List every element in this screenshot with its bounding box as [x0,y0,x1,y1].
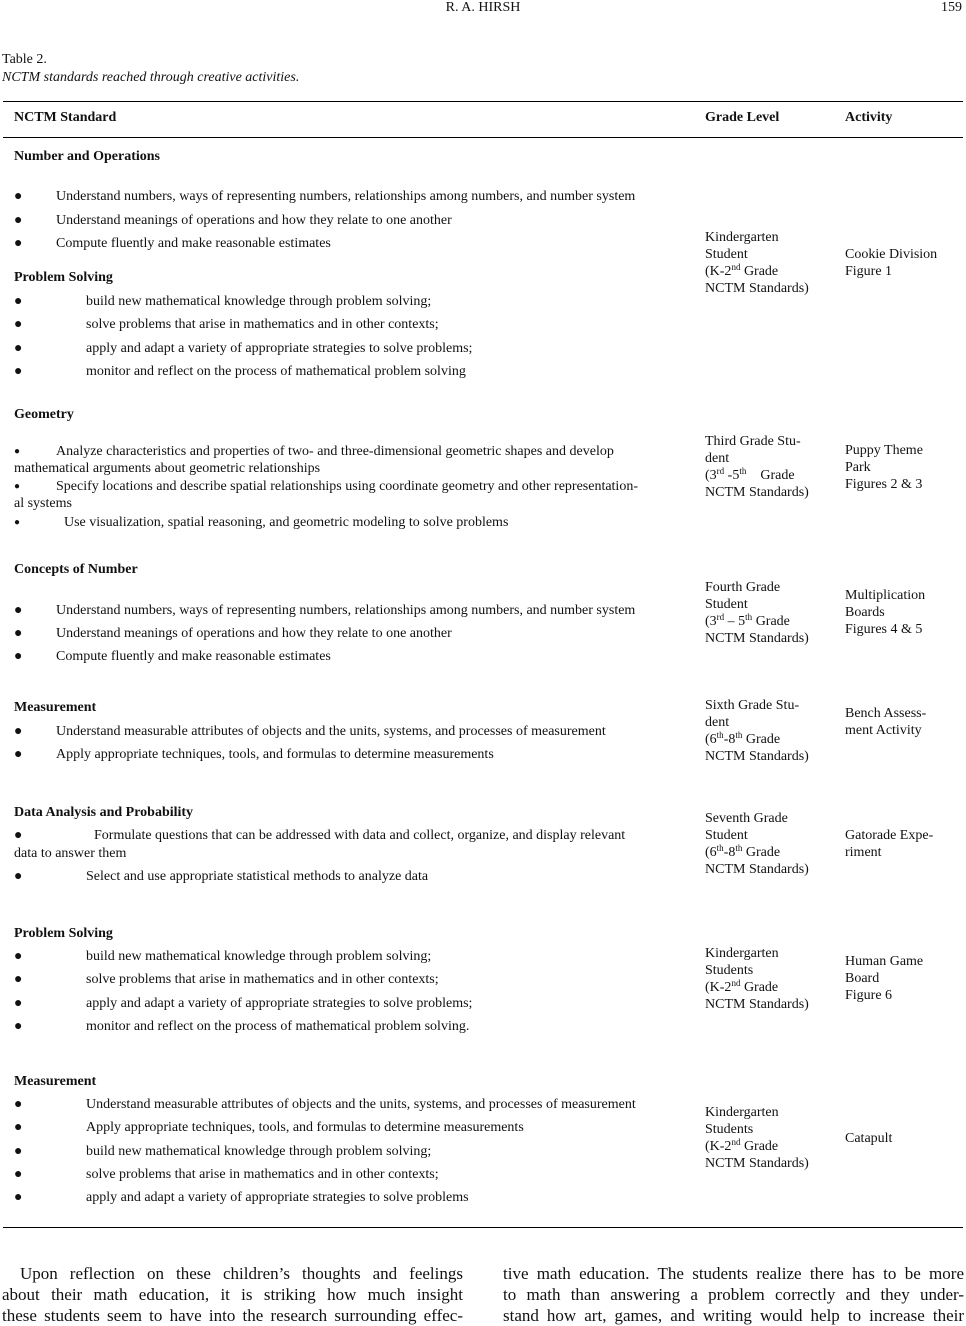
header-rule [3,137,963,138]
bullet-icon: ● [14,213,23,228]
bullet-item: ● Specify locations and describe spatial relationships using coordinate geometry and other representation- [14,479,638,494]
bullet-icon: ● [14,364,23,379]
bullet-icon: ● [14,1120,23,1135]
section-heading: Problem Solving [14,926,113,941]
bullet-icon: ● [14,1144,23,1159]
grade-cell: Kindergarten Student (K-2nd Grade NCTM Standards) [705,230,809,296]
bullet-item: ● build new mathematical knowledge through problem solving; [14,949,432,964]
bullet-item: ● Understand meanings of operations and how they relate to one another [14,626,452,641]
table-title: NCTM standards reached through creative activities. [2,70,300,85]
section-heading: Number and Operations [14,149,160,164]
bullet-icon: ● [14,236,23,251]
bullet-icon: ● [14,972,23,987]
grade-cell: Kindergarten Students (K-2nd Grade NCTM Standards) [705,946,809,1012]
table-bottom-rule [3,1227,963,1228]
bullet-icon: ● [14,1190,23,1205]
bullet-item: ● Select and use appropriate statistical methods to analyze data [14,869,429,884]
bullet-item: ● apply and adapt a variety of appropriate strategies to solve problems [14,1190,469,1205]
bullet-icon: ● [14,481,21,492]
activity-cell: Human Game Board Figure 6 [845,954,924,1003]
bullet-icon: ● [14,996,23,1011]
bullet-icon: ● [14,1019,23,1034]
grade-cell: Third Grade Stu- dent (3rd -5th Grade NCTM Standards) [705,434,809,500]
bullet-item: ● monitor and reflect on the process of mathematical problem solving. [14,1019,470,1034]
bullet-icon: ● [14,724,23,739]
bullet-item: ● Formulate questions that can be addressed with data and collect, organize, and display relevant [14,828,626,843]
text-line: tive math education. The students realize there has to be more [503,1264,964,1283]
text-line: stand how art, games, and writing would help to increase their [503,1306,964,1325]
column-header-grade: Grade Level [705,110,780,125]
grade-cell: Sixth Grade Stu- dent (6th-8th Grade NCTM Standards) [705,698,809,764]
body-text-left-column [2,1263,463,1326]
text-line: Upon reflection on these children’s thoughts and feelings [20,1264,463,1283]
text-line: to math than answering a problem correctly and they under- [503,1285,964,1304]
column-header-standard: NCTM Standard [14,110,117,125]
bullet-item: ● Apply appropriate techniques, tools, and formulas to determine measurements [14,747,494,762]
bullet-icon: ● [14,828,23,843]
bullet-icon: ● [14,317,23,332]
bullet-item: ● apply and adapt a variety of appropriate strategies to solve problems; [14,341,473,356]
bullet-icon: ● [14,1167,23,1182]
bullet-item: ● Understand measurable attributes of objects and the units, systems, and processes of measurement [14,1097,636,1112]
bullet-item: ● Understand meanings of operations and how they relate to one another [14,213,452,228]
bullet-item: ● Analyze characteristics and properties of two- and three-dimensional geometric shapes and develop [14,444,614,459]
section-heading: Problem Solving [14,270,113,285]
activity-cell: Bench Assess- ment Activity [845,706,927,738]
bullet-item: ● Apply appropriate techniques, tools, and formulas to determine measurements [14,1120,524,1135]
activity-cell: Multiplication Boards Figures 4 & 5 [845,588,926,637]
bullet-icon: ● [14,649,23,664]
bullet-icon: ● [14,294,23,309]
bullet-item: ● build new mathematical knowledge through problem solving; [14,1144,432,1159]
page-number: 159 [941,0,962,15]
grade-cell: Kindergarten Students (K-2nd Grade NCTM Standards) [705,1105,809,1171]
section-heading: Data Analysis and Probability [14,805,194,820]
bullet-item: ● Understand measurable attributes of objects and the units, systems, and processes of measurement [14,724,606,739]
bullet-item: ● Use visualization, spatial reasoning, and geometric modeling to solve problems [14,515,509,530]
activity-cell: Puppy Theme Park Figures 2 & 3 [845,443,923,492]
bullet-icon: ● [14,341,23,356]
bullet-item: ● apply and adapt a variety of appropriate strategies to solve problems; [14,996,473,1011]
bullet-continuation: mathematical arguments about geometric relationships [14,461,321,476]
table-top-rule [3,101,963,102]
table-label: Table 2. [2,52,47,67]
bullet-icon: ● [14,626,23,641]
section-heading: Measurement [14,700,97,715]
bullet-icon: ● [14,603,23,618]
bullet-icon: ● [14,446,21,457]
bullet-item: ● solve problems that arise in mathematics and in other contexts; [14,1167,439,1182]
bullet-continuation: data to answer them [14,846,127,861]
activity-cell: Cookie Division Figure 1 [845,247,938,279]
grade-cell: Seventh Grade Student (6th-8th Grade NCTM Standards) [705,811,809,877]
running-header-author: R. A. HIRSH [445,0,521,15]
body-text-right-column [503,1263,964,1326]
activity-cell: Catapult [845,1131,893,1146]
section-heading: Geometry [14,407,74,422]
bullet-item: ● Understand numbers, ways of representing numbers, relationships among numbers, and number system [14,189,636,204]
bullet-icon: ● [14,747,23,762]
text-line: these students seem to have into the research surrounding effec- [2,1306,463,1325]
column-header-activity: Activity [845,110,893,125]
bullet-continuation: al systems [14,496,72,511]
bullet-item: ● Understand numbers, ways of representing numbers, relationships among numbers, and number system [14,603,636,618]
bullet-icon: ● [14,189,23,204]
bullet-item: ● build new mathematical knowledge through problem solving; [14,294,432,309]
bullet-item: ● Compute fluently and make reasonable estimates [14,236,331,251]
bullet-icon: ● [14,949,23,964]
bullet-item: ● Compute fluently and make reasonable estimates [14,649,331,664]
activity-cell: Gatorade Expe- riment [845,828,934,860]
bullet-icon: ● [14,869,23,884]
bullet-item: ● solve problems that arise in mathematics and in other contexts; [14,972,439,987]
bullet-item: ● solve problems that arise in mathematics and in other contexts; [14,317,439,332]
bullet-icon: ● [14,517,21,528]
bullet-item: ● monitor and reflect on the process of mathematical problem solving [14,364,466,379]
bullet-icon: ● [14,1097,23,1112]
text-line: about their math education, it is striking how much insight [2,1285,463,1304]
grade-cell: Fourth Grade Student (3rd – 5th Grade NCTM Standards) [705,580,809,646]
section-heading: Measurement [14,1074,97,1089]
section-heading: Concepts of Number [14,562,138,577]
